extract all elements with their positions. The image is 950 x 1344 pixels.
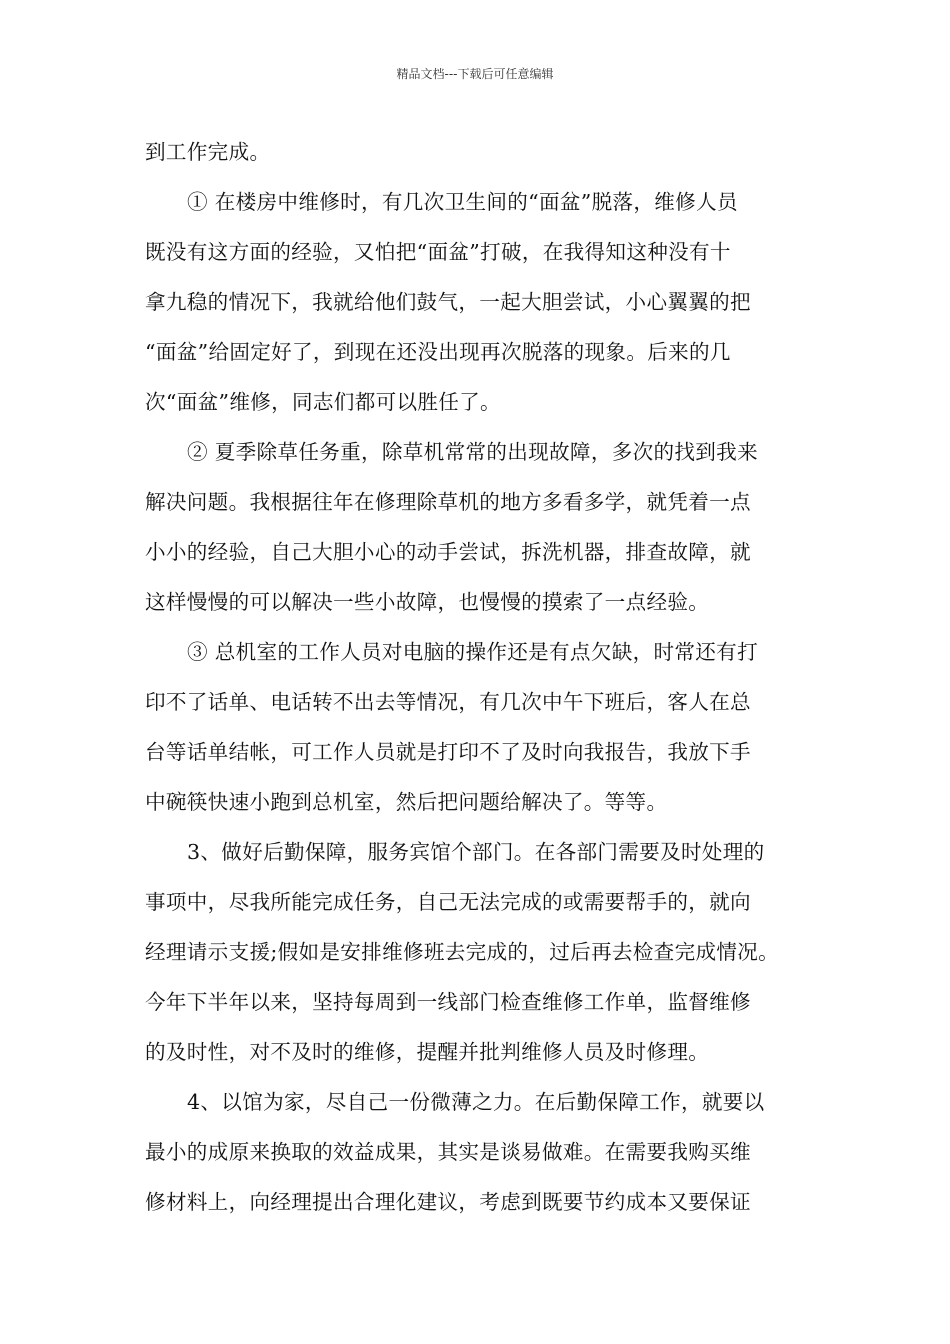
text-line: 台等话单结帐，可工作人员就是打印不了及时向我报告，我放下手 [145,740,751,764]
text-line: 次“面盆”维修，同志们都可以胜任了。 [145,390,501,414]
page-header: 精品文档---下载后可任意编辑 [396,67,554,81]
text-line: ② 夏季除草任务重，除草机常常的出现故障，多次的找到我来 [187,440,758,464]
text-line: 最小的成原来换取的效益成果，其实是谈易做难。在需要我购买维 [145,1140,751,1164]
text-line: ③ 总机室的工作人员对电脑的操作还是有点欠缺，时常还有打 [187,640,758,664]
text-line: ① 在楼房中维修时，有几次卫生间的“面盆”脱落，维修人员 [187,190,738,214]
text-line: 修材料上，向经理提出合理化建议，考虑到既要节约成本又要保证 [145,1190,751,1214]
text-line: 拿九稳的情况下，我就给他们鼓气，一起大胆尝试，小心翼翼的把 [145,290,751,314]
text-line: 印不了话单、电话转不出去等情况，有几次中午下班后，客人在总 [145,690,751,714]
text-line: 中碗筷快速小跑到总机室，然后把问题给解决了。等等。 [145,790,668,814]
text-line: 到工作完成。 [145,140,271,164]
text-line: 小小的经验，自己大胆小心的动手尝试，拆洗机器，排查故障，就 [145,540,751,564]
document-body [145,127,825,1227]
text-line: 今年下半年以来，坚持每周到一线部门检查维修工作单，监督维修 [145,990,751,1014]
text-line: 既没有这方面的经验，又怕把“面盆”打破，在我得知这种没有十 [145,240,731,264]
text-line: 的及时性，对不及时的维修，提醒并批判维修人员及时修理。 [145,1040,710,1064]
text-line: 经理请示支援;假如是安排维修班去完成的，过后再去检查完成情况。 [145,940,780,964]
text-line: 解决问题。我根据往年在修理除草机的地方多看多学，就凭着一点 [145,490,751,514]
text-line: 事项中，尽我所能完成任务，自己无法完成的或需要帮手的，就向 [145,890,751,914]
text-line: “面盆”给固定好了，到现在还没出现再次脱落的现象。后来的几 [145,340,731,364]
text-line: 这样慢慢的可以解决一些小故障，也慢慢的摸索了一点经验。 [145,590,710,614]
text-line: 3、做好后勤保障，服务宾馆个部门。在各部门需要及时处理的 [187,840,765,864]
text-line: 4、以馆为家，尽自己一份微薄之力。在后勤保障工作，就要以 [187,1090,765,1114]
